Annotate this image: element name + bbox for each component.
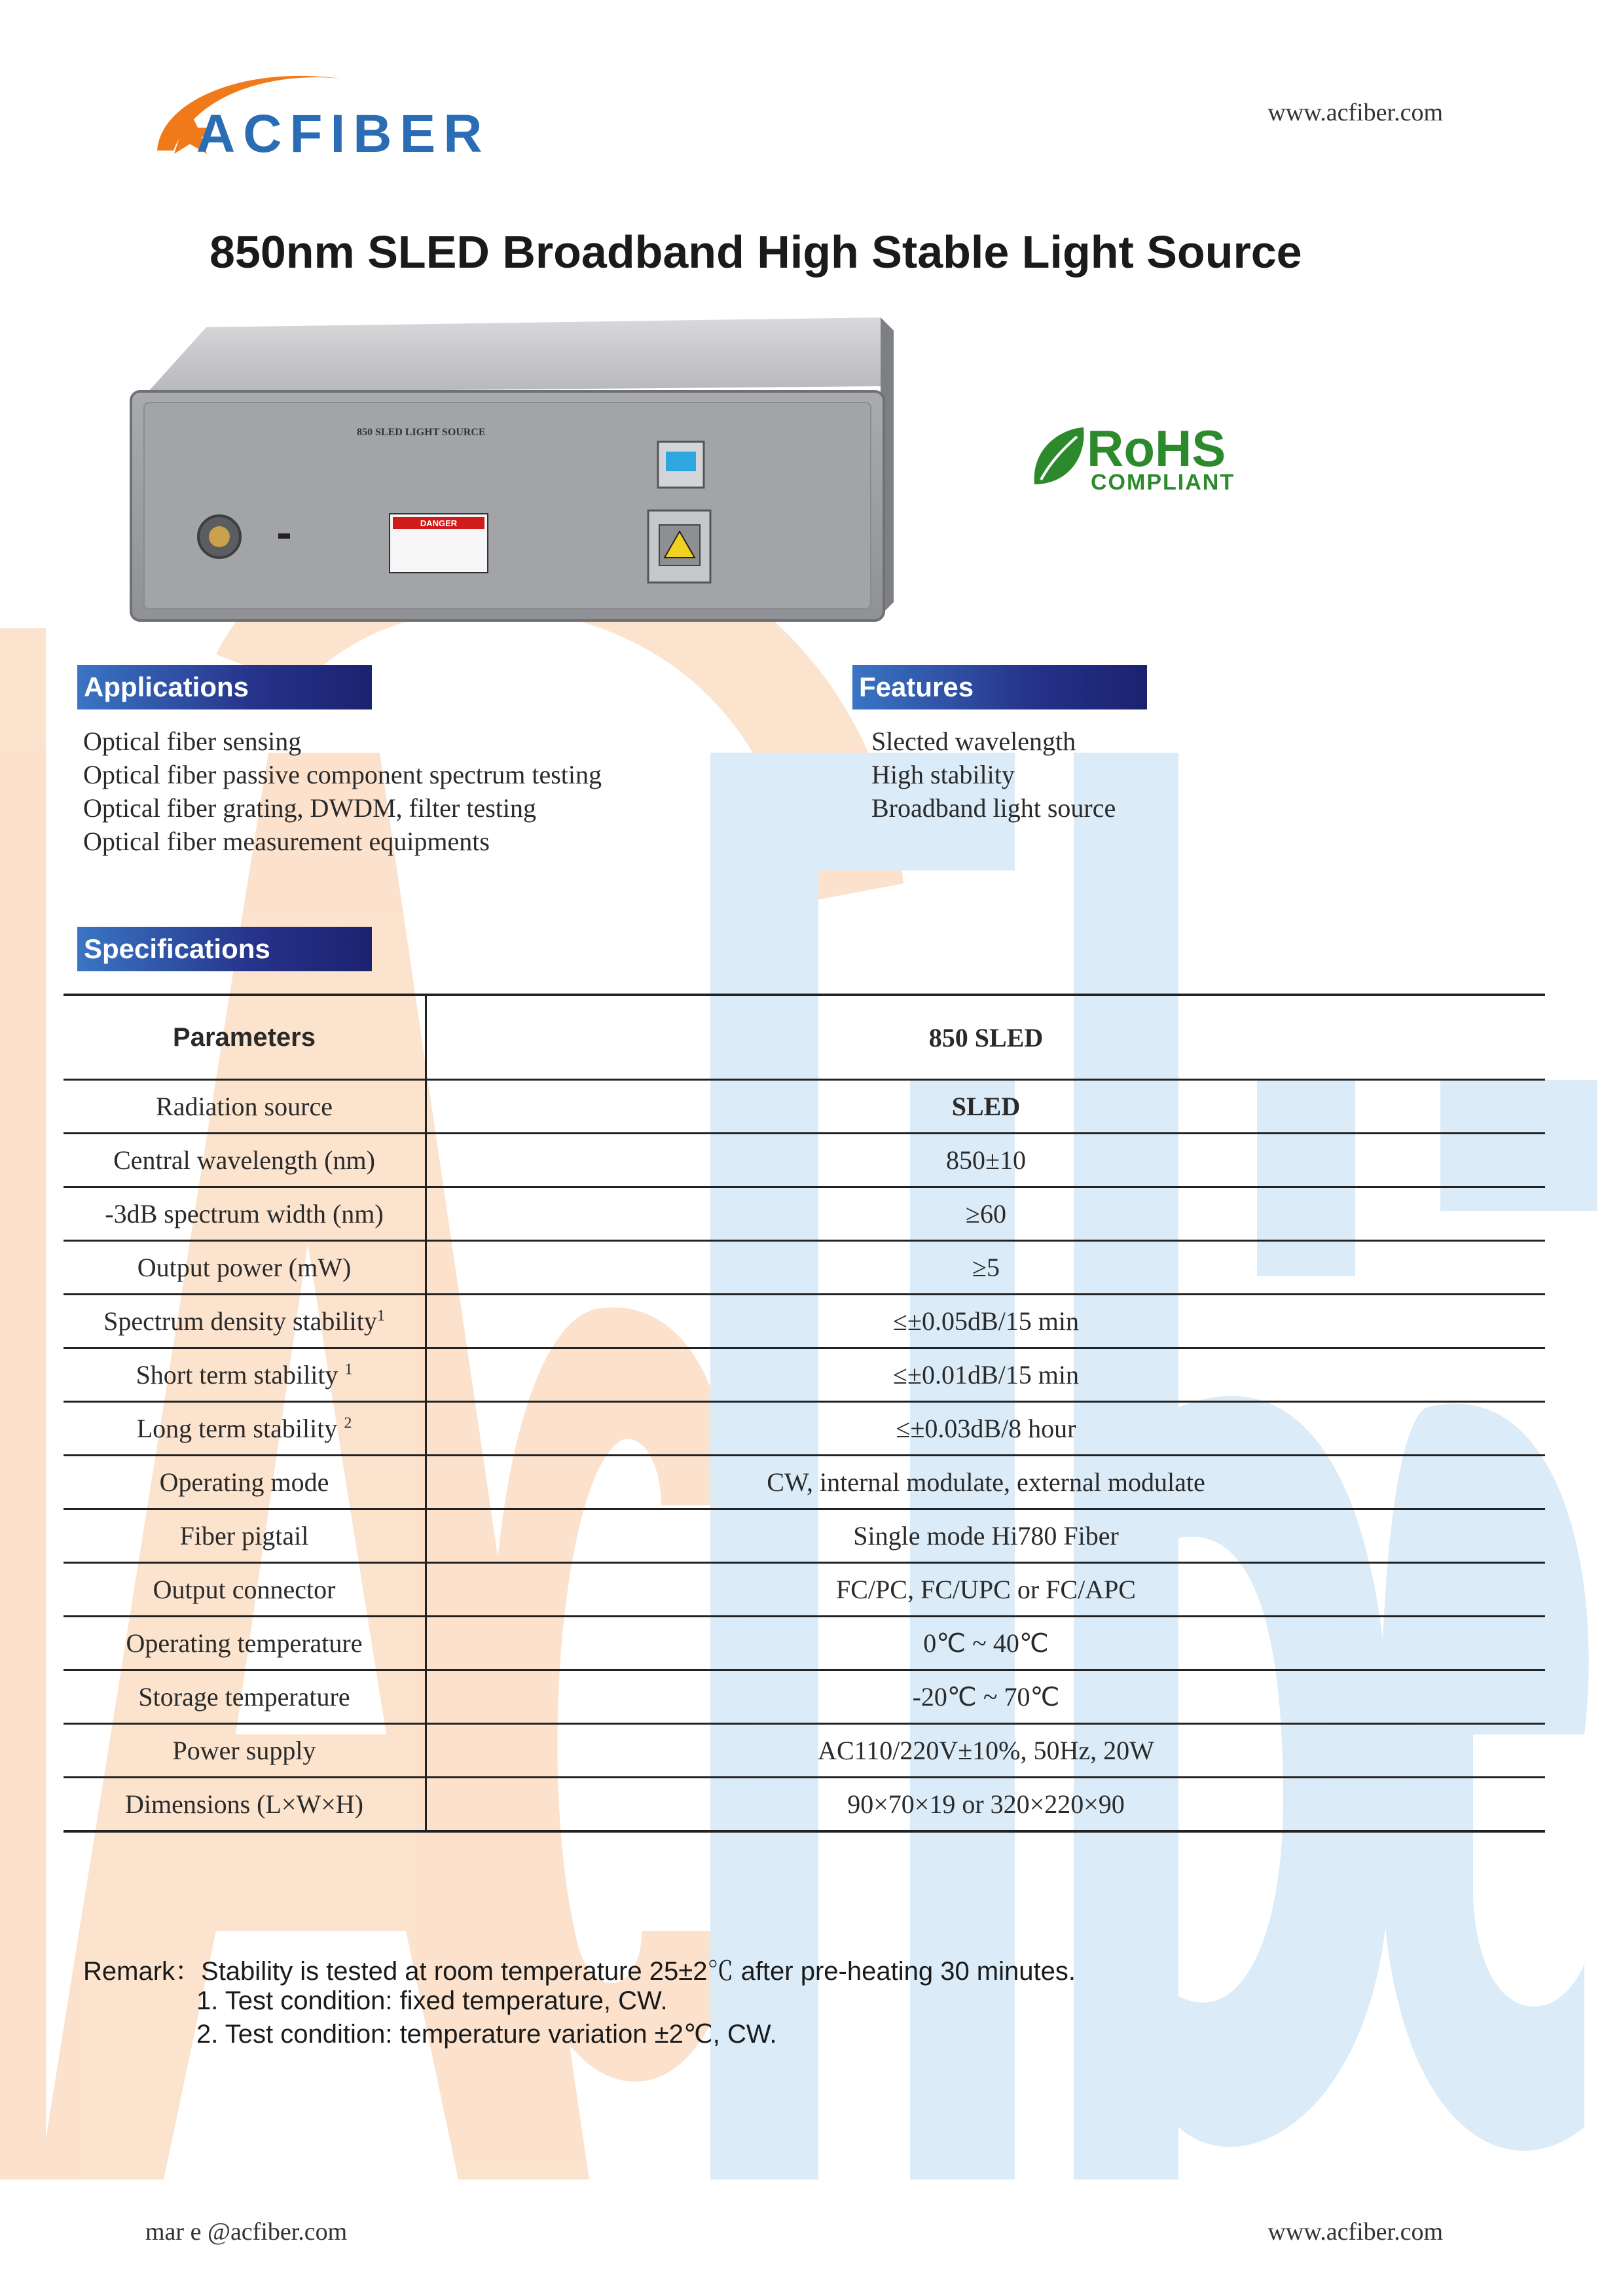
param-cell: Spectrum density stability$^1$: [64, 1295, 426, 1348]
features-list: [871, 725, 1116, 825]
param-cell: Storage temperature: [64, 1670, 426, 1724]
table-row: [64, 1617, 1545, 1670]
panel-label: 850 SLED LIGHT SOURCE: [357, 427, 486, 438]
danger-label: DANGER: [420, 518, 458, 528]
logo-text: ACFIBER: [196, 104, 490, 164]
specifications-heading: Specifications: [77, 927, 372, 971]
param-cell: Operating mode: [64, 1456, 426, 1509]
table-row: [64, 1670, 1545, 1724]
table-row: [64, 1134, 1545, 1187]
table-row: [64, 1778, 1545, 1832]
list-item: Optical fiber passive component spectrum testing: [83, 760, 602, 789]
value-cell: 90×70×19 or 320×220×90: [426, 1778, 1546, 1832]
light-source-device-image: [128, 314, 894, 628]
table-row: [64, 1348, 1545, 1402]
value-cell: FC/PC, FC/UPC or FC/APC: [426, 1563, 1546, 1617]
param-cell: Long term stability $^2$: [64, 1402, 426, 1456]
column-header: 850 SLED: [426, 995, 1546, 1080]
table-header-row: [64, 995, 1545, 1080]
remark-note-2: 2. Test condition: temperature variation ±2℃, CW.: [196, 2020, 777, 2049]
applications-heading: Applications: [77, 665, 372, 709]
value-cell: SLED: [426, 1080, 1546, 1134]
list-item: Slected wavelength: [871, 726, 1076, 756]
value-cell: ≤±0.03dB/8 hour: [426, 1402, 1546, 1456]
param-cell: -3dB spectrum width (nm): [64, 1187, 426, 1241]
value-cell: ≤±0.05dB/15 min: [426, 1295, 1546, 1348]
table-row: [64, 1456, 1545, 1509]
table-row: [64, 1402, 1545, 1456]
list-item: Optical fiber sensing: [83, 726, 302, 756]
table-row: [64, 1724, 1545, 1778]
list-item: High stability: [871, 760, 1015, 789]
applications-list: [83, 725, 602, 858]
table-row: [64, 1295, 1545, 1348]
table-row: [64, 1080, 1545, 1134]
param-cell: Central wavelength (nm): [64, 1134, 426, 1187]
list-item: Broadband light source: [871, 793, 1116, 823]
features-heading: Features: [852, 665, 1147, 709]
value-cell: -20℃ ~ 70℃: [426, 1670, 1546, 1724]
remark-text: Remark：Stability is tested at room temperature 25±2℃ after pre-heating 30 minutes.: [83, 1957, 1076, 1986]
param-cell: Output power (mW): [64, 1241, 426, 1295]
footnote-marker: 2: [344, 1414, 352, 1432]
value-cell: ≤±0.01dB/15 min: [426, 1348, 1546, 1402]
footer-website[interactable]: www.acfiber.com: [1267, 2218, 1443, 2246]
rohs-compliant-text: COMPLIANT: [1091, 470, 1235, 495]
header-website[interactable]: www.acfiber.com: [1267, 99, 1443, 126]
footnote-marker: 1: [344, 1361, 353, 1378]
specifications-table: [64, 994, 1545, 1833]
list-item: Optical fiber measurement equipments: [83, 827, 490, 856]
page-title: 850nm SLED Broadband High Stable Light Source: [210, 226, 1302, 278]
param-cell: Operating temperature: [64, 1617, 426, 1670]
value-cell: ≥5: [426, 1241, 1546, 1295]
value-cell: AC110/220V±10%, 50Hz, 20W: [426, 1724, 1546, 1778]
value-cell: ≥60: [426, 1187, 1546, 1241]
table-row: [64, 1563, 1545, 1617]
remark-note-1: 1. Test condition: fixed temperature, CW.: [196, 1986, 668, 2015]
rohs-text: RoHS: [1087, 420, 1226, 477]
value-cell: 0℃ ~ 40℃: [426, 1617, 1546, 1670]
value-cell: CW, internal modulate, external modulate: [426, 1456, 1546, 1509]
list-item: Optical fiber grating, DWDM, filter testing: [83, 793, 537, 823]
table-row: [64, 1187, 1545, 1241]
param-cell: Short term stability $^1$: [64, 1348, 426, 1402]
param-cell: Dimensions (L×W×H): [64, 1778, 426, 1832]
param-cell: Fiber pigtail: [64, 1509, 426, 1563]
param-cell: Power supply: [64, 1724, 426, 1778]
table-row: [64, 1509, 1545, 1563]
param-cell: Radiation source: [64, 1080, 426, 1134]
table-row: [64, 1241, 1545, 1295]
value-cell: Single mode Hi780 Fiber: [426, 1509, 1546, 1563]
footnote-marker: 1: [376, 1307, 385, 1325]
param-cell: Output connector: [64, 1563, 426, 1617]
footer-email[interactable]: mar e @acfiber.com: [145, 2218, 348, 2246]
value-cell: 850±10: [426, 1134, 1546, 1187]
column-header: Parameters: [64, 995, 426, 1080]
